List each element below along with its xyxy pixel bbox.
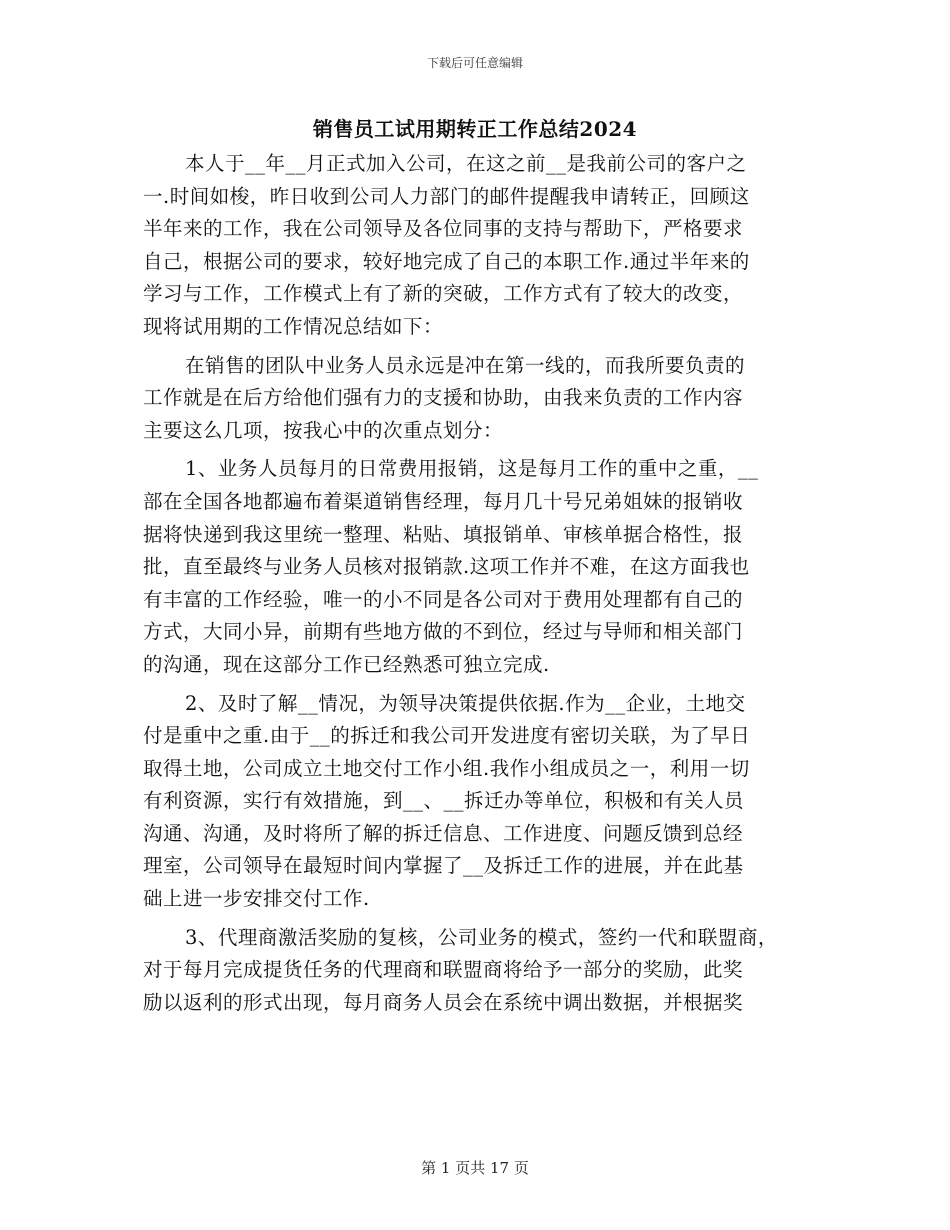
text-line: 的沟通，现在这部分工作已经熟悉可独立完成. (143, 652, 550, 676)
text-line: 3、代理商激活奖励的复核，公司业务的模式，签约一代和联盟商， (185, 925, 778, 949)
text-line: 一.时间如梭，昨日收到公司人力部门的邮件提醒我申请转正，回顾这 (143, 184, 750, 208)
paragraph-5 (143, 922, 821, 1020)
text-line: 批，直至最终与业务人员核对报销款.这项工作并不难，在这方面我也 (143, 555, 750, 579)
paragraph-3 (143, 453, 821, 681)
text-line: 础上进一步安排交付工作. (143, 887, 370, 911)
text-line: 有丰富的工作经验，唯一的小不同是各公司对于费用处理都有自己的 (143, 587, 744, 611)
text-line: 理室，公司领导在最短时间内掌握了__及拆迁工作的进展，并在此基 (143, 854, 744, 878)
text-line: 方式，大同小异，前期有些地方做的不到位，经过与导师和相关部门 (143, 620, 744, 644)
text-line: 励以返利的形式出现，每月商务人员会在系统中调出数据，并根据奖 (143, 990, 744, 1014)
page-number: 第 1 页共 17 页 (421, 1159, 529, 1177)
text-line: 付是重中之重.由于__的拆迁和我公司开发进度有密切关联，为了早日 (143, 724, 751, 748)
text-line: 工作就是在后方给他们强有力的支援和协助，由我来负责的工作内容 (143, 386, 744, 410)
paragraph-4 (143, 688, 821, 916)
text-line: 主要这么几项，按我心中的次重点划分： (143, 418, 504, 442)
text-line: 现将试用期的工作情况总结如下： (143, 314, 444, 338)
text-line: 自己，根据公司的要求，较好地完成了自己的本职工作.通过半年来的 (143, 249, 750, 273)
document-body (143, 148, 821, 1025)
text-line: 1、业务人员每月的日常费用报销，这是每月工作的重中之重，__ (185, 457, 759, 481)
text-line: 半年来的工作，我在公司领导及各位同事的支持与帮助下，严格要求 (143, 217, 744, 241)
text-line: 2、及时了解__情况，为领导决策提供依据.作为__企业，土地交 (185, 691, 746, 715)
text-line: 沟通、沟通，及时将所了解的拆迁信息、工作进度、问题反馈到总经 (143, 821, 744, 845)
text-line: 对于每月完成提货任务的代理商和联盟商将给予一部分的奖励，此奖 (143, 958, 744, 982)
header-note: 下载后可任意编辑 (426, 56, 523, 70)
paragraph-2 (143, 350, 821, 448)
text-line: 学习与工作，工作模式上有了新的突破，工作方式有了较大的改变， (143, 282, 744, 306)
text-line: 在销售的团队中业务人员永远是冲在第一线的，而我所要负责的 (185, 353, 746, 377)
document-title: 销售员工试用期转正工作总结2024 (312, 117, 638, 141)
text-line: 有利资源，实行有效措施，到__、__拆迁办等单位，积极和有关人员 (143, 789, 745, 813)
text-line: 本人于__年__月正式加入公司，在这之前__是我前公司的客户之 (185, 152, 747, 175)
text-line: 部在全国各地都遍布着渠道销售经理，每月几十号兄弟姐妹的报销收 (143, 489, 744, 513)
text-line: 据将快递到我这里统一整理、粘贴、填报销单、审核单据合格性，报 (143, 522, 744, 546)
text-line: 取得土地，公司成立土地交付工作小组.我作小组成员之一，利用一切 (143, 756, 750, 780)
paragraph-1 (143, 148, 821, 344)
